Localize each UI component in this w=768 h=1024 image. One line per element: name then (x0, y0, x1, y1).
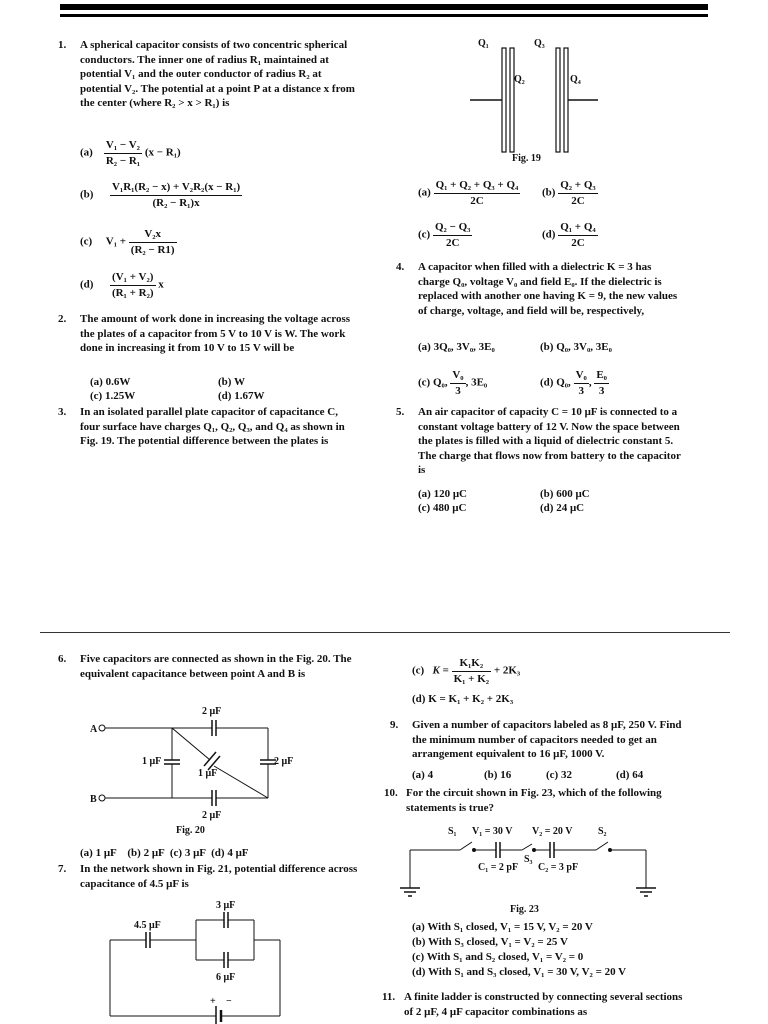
question-3 (58, 405, 360, 449)
question-5 (396, 405, 684, 478)
figure-23-caption: Fig. 23 (510, 904, 539, 915)
q1-option-c: (c) V₁ + $\frac{\text{V₂x}}{\text{(R₂ − R1)}}$ (80, 228, 175, 256)
question-text: Given a number of capacitors labeled as 8 μF, 250 V. Find the minimum number of capacitors needed to get an arrangement equivalent to 16 μF, 1000 V. (412, 719, 682, 761)
fig23-label-v2: V₂ = 20 V (532, 826, 573, 837)
question-number: 2. (58, 313, 67, 325)
fig21-label-c2: 3 μF (216, 900, 236, 911)
figure-20-caption: Fig. 20 (176, 825, 205, 836)
q1-option-a: (a) $\frac{\text{V₁ − V₂}}{\text{R₂ − R₁}}$ (x − R₁) (80, 139, 181, 167)
figure-20-circuit (90, 702, 300, 822)
figure-19-plates-diagram (470, 34, 600, 154)
question-number: 6. (58, 653, 67, 665)
q10-option-d: (d) With S₁ and S₃ closed, V₁ = 30 V, V₂ = 20 V (412, 966, 627, 978)
svg-text:+: + (210, 996, 216, 1007)
question-text: A finite ladder is constructed by connecting several sections of 2 μF, 4 μF capacitor combinations as (404, 991, 683, 1018)
fig23-label-s1: S₁ (448, 826, 457, 837)
header-rule-thick (60, 4, 708, 10)
fig23-label-s3: S₃ (524, 854, 533, 865)
q3-option-b: (b) $\frac{\text{Q₂ + Q₃}}{2C}$ (542, 179, 596, 207)
question-1 (58, 38, 360, 111)
fig20-label-bottom: 2 μF (202, 810, 222, 821)
q2-option-c: (c) 1.25W (90, 390, 136, 402)
figure-23-circuit (400, 820, 668, 900)
q1-option-b: (b) $\frac{\text{V₁R₁(R₂ − x) + V₂R₂(x − R₁)}}{\text{(R₂ − R₁)x}}$ (80, 181, 241, 209)
question-text: In an isolated parallel plate capacitor of capacitance C, four surface have charges Q₁, Q₂, Q₃, and Q₄ as shown in Fig. 19. The potential difference between the plates is (80, 406, 345, 448)
question-text: For the circuit shown in Fig. 23, which of the following statements is true? (406, 787, 662, 814)
q4-option-d: (d) Q₀, $\frac{\text{V₀}}{3}$ , $\frac{\text{E₀}}{3}$ (540, 369, 607, 397)
q2-option-b: (b) W (218, 376, 245, 388)
fig23-label-c2: C₂ = 3 pF (538, 862, 579, 873)
fig19-label-q4: Q₄ (570, 74, 581, 85)
question-text: The amount of work done in increasing the voltage across the plates of a capacitor from 5 V to 10 V is W. The work done in increasing it from 10 V to 15 V will be (80, 313, 351, 355)
q3-option-a: (a) $\frac{\text{Q₁ + Q₂ + Q₃ + Q₄}}{2C}$ (418, 179, 519, 207)
question-4 (396, 260, 684, 318)
fig20-label-a: A (90, 724, 98, 735)
question-text: A spherical capacitor consists of two concentric spherical conductors. The inner one of radius R₁ maintained at potential V₁ and the outer conductor of radius R₂ at potential V₂. The potential at a point P at a distance x from the center (where R₂ > x > R₁) is (80, 39, 355, 110)
question-6 (58, 652, 360, 681)
question-11 (382, 990, 686, 1019)
q5-option-b: (b) 600 μC (540, 488, 590, 500)
question-text: An air capacitor of capacity C = 10 μF is connected to a constant voltage battery of 12 V. Now the space between the plates is filled with a liquid of dielectric constant 5. The charge that flows now from battery to the capacitor is (418, 406, 681, 477)
q8-option-d: (d) K = K₁ + K₂ + 2K₃ (412, 693, 514, 705)
fig20-label-right: 2 μF (274, 756, 294, 767)
q10-option-c: (c) With S₁ and S₂ closed, V₁ = V₂ = 0 (412, 951, 584, 963)
fig19-label-q3: Q₃ (534, 38, 545, 49)
fig21-label-c3: 6 μF (216, 972, 236, 983)
q8-option-c: (c) K = $\frac{\text{K₁K₂}}{\text{K₁ + K₂}}$ + 2K₃ (412, 657, 521, 685)
q10-option-b: (b) With S₃ closed, V₁ = V₂ = 25 V (412, 936, 568, 948)
q5-option-c: (c) 480 μC (418, 502, 467, 514)
page-divider (40, 632, 730, 633)
q9-option-d: (d) 64 (616, 769, 644, 781)
question-number: 11. (382, 991, 396, 1003)
question-9 (390, 718, 684, 762)
question-2 (58, 312, 360, 356)
q5-option-a: (a) 120 μC (418, 488, 468, 500)
fig23-label-c1: C₁ = 2 pF (478, 862, 519, 873)
figure-19-caption: Fig. 19 (512, 153, 541, 164)
q4-option-b: (b) Q₀, 3V₀, 3E₀ (540, 341, 612, 353)
question-number: 7. (58, 863, 67, 875)
q3-option-c: (c) $\frac{\text{Q₂ − Q₃}}{2C}$ (418, 221, 471, 249)
fig20-label-b: B (90, 794, 97, 805)
q4-option-a: (a) 3Q₀, 3V₀, 3E₀ (418, 341, 495, 353)
fig20-label-top: 2 μF (202, 706, 222, 717)
question-text: Five capacitors are connected as shown in the Fig. 20. The equivalent capacitance between point A and B is (80, 653, 352, 680)
q4-option-c: (c) Q₀, $\frac{\text{V₀}}{3}$ , 3E₀ (418, 369, 488, 397)
q9-option-a: (a) 4 (412, 769, 434, 781)
q2-option-d: (d) 1.67W (218, 390, 265, 402)
figure-21-circuit (100, 898, 300, 1024)
fig19-label-q1: Q₁ (478, 38, 489, 49)
q2-option-a: (a) 0.6W (90, 376, 131, 388)
fig21-label-c1: 4.5 μF (134, 920, 161, 931)
question-10 (384, 786, 684, 815)
q9-option-b: (b) 16 (484, 769, 512, 781)
fig23-label-s2: S₂ (598, 826, 607, 837)
question-number: 10. (384, 787, 398, 799)
svg-text:−: − (226, 996, 232, 1007)
header-rule-thin (60, 14, 708, 17)
question-number: 5. (396, 406, 405, 418)
question-number: 4. (396, 261, 405, 273)
q6-options: (a) 1 μF (b) 2 μF (c) 3 μF (d) 4 μF (80, 847, 249, 859)
fig23-label-v1: V₁ = 30 V (472, 826, 513, 837)
question-text: A capacitor when filled with a dielectric K = 3 has charge Q₀, voltage V₀ and field E₀. If the dielectric is replaced with another one having K = 9, the new values of charge, voltage, and field will be, respectively, (418, 261, 678, 317)
q10-option-a: (a) With S₁ closed, V₁ = 15 V, V₂ = 20 V (412, 921, 593, 933)
question-number: 1. (58, 39, 67, 51)
question-7 (58, 862, 360, 891)
q9-option-c: (c) 32 (546, 769, 572, 781)
q1-option-d: (d) $\frac{\text{(V₁ + V₂)}}{\text{(R₁ + R₂)}}$ x (80, 271, 164, 299)
question-number: 3. (58, 406, 67, 418)
q5-option-d: (d) 24 μC (540, 502, 585, 514)
fig20-label-mid: 1 μF (198, 768, 218, 779)
fig19-label-q2: Q₂ (514, 74, 525, 85)
question-text: In the network shown in Fig. 21, potential difference across capacitance of 4.5 μF is (80, 863, 358, 890)
question-number: 9. (390, 719, 399, 731)
q3-option-d: (d) $\frac{\text{Q₁ + Q₄}}{2C}$ (542, 221, 596, 249)
fig20-label-left: 1 μF (142, 756, 162, 767)
